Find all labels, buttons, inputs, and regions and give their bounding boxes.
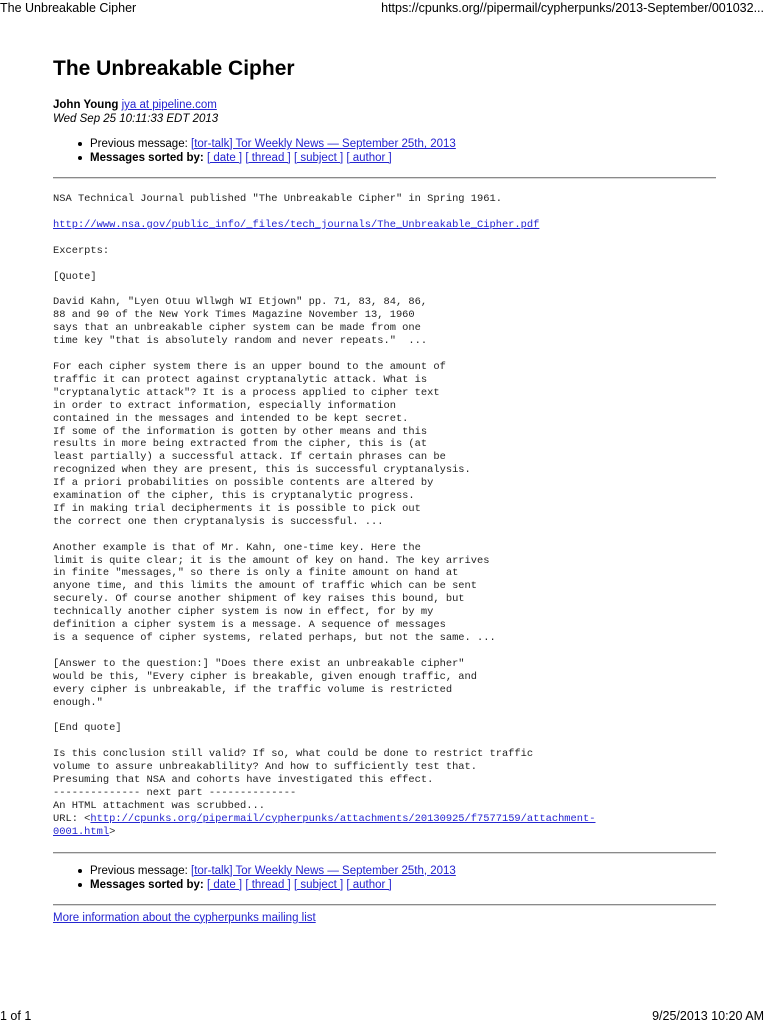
author-email-link[interactable]: jya at pipeline.com: [121, 99, 217, 111]
previous-message-item: [78, 137, 718, 151]
mailing-list-info: [53, 911, 718, 925]
attachment-link-part-2: 0001.html: [53, 825, 110, 838]
sort-thread-link[interactable]: [ thread ]: [245, 878, 291, 891]
attachment-link[interactable]: [53, 813, 596, 838]
sort-date-link[interactable]: [ date ]: [206, 152, 243, 164]
print-header-title: The Unbreakable Cipher: [0, 1, 137, 15]
previous-message-label: Previous message:: [90, 138, 188, 150]
sort-subject-link[interactable]: [ subject ]: [293, 152, 344, 164]
mailing-list-info-link[interactable]: More information about the cypherpunks mailing list: [53, 911, 316, 924]
body-text: Excerpts: [Quote] David Kahn, "Lyen Otuu Wllwgh WI Etjown" pp. 71, 83, 84, 86, 88 and 90 of the New York Times Magazine November 13, 1960 says that an unbreakable cipher system can be made from one time key "that is absolutely random and never repeats." ... For each cipher system there is an upper bound to the amount of traffic it can protect against cryptanalytic attack. What is "cryptanalytic attack"? It is a process applied to cipher text in order to extract information, especially information contained in the messages and intended to be kept secret. If some of the information is gotten by other means and this results in more being extracted from the cipher, this is (at least partially) a successful attack. If certain phrases can be recognized when they are present, this is successful cryptanalysis. If a priori probabilities on possible contents are altered by examination of the cipher, this is cryptanalytic progress. If in making trial decipherments it is possible to pick out the correct one then cryptanalysis is successful. ... Another example is that of Mr. Kahn, one-time key. Here the limit is quite clear; it is the amount of key on hand. The key arrives in finite "messages," so there is only a finite amount on hand at anyone time, and this limits the amount of traffic which can be sent securely. Of course another shipment of key raises this bound, but technically another cipher system is now in effect, for by my definition a cipher system is a message. A sequence of messages is a sequence of cipher systems, related perhaps, but not the same. ... [Answer to the question:] "Does there exist an unbreakable cipher" would be this, "Every cipher is breakable, given enough traffic, and every cipher is unbreakable, if the traffic volume is restricted enough." [End quote] Is this conclusion still valid? If so, what could be done to restrict traffic volume to assure unbreakablility? And how to sufficiently test that. Presuming that NSA and cohorts have investigated this effect. -------------- next part -------------- An HTML attachment was scrubbed...: [53, 244, 534, 812]
url-prefix: URL: <: [53, 812, 91, 825]
previous-message-link[interactable]: [tor-talk] Tor Weekly News — September 25th, 2013: [191, 864, 456, 877]
message-date: Wed Sep 25 10:11:33 EDT 2013: [53, 113, 219, 125]
divider: [53, 852, 716, 853]
author-name: John Young: [53, 99, 119, 111]
previous-message-label: Previous message:: [90, 864, 188, 877]
sort-author-link[interactable]: [ author ]: [346, 152, 392, 164]
sort-subject-link[interactable]: [ subject ]: [293, 878, 344, 891]
print-header: [0, 0, 768, 20]
print-header-url: https://cpunks.org//pipermail/cypherpunks/2013-September/001032...: [381, 1, 764, 15]
print-timestamp: 9/25/2013 10:20 AM: [652, 1009, 764, 1023]
message-body: [53, 193, 718, 839]
bottom-nav: [53, 864, 718, 892]
sort-date-link[interactable]: [ date ]: [206, 878, 243, 891]
page-title: The Unbreakable Cipher: [53, 57, 295, 80]
pdf-link[interactable]: http://www.nsa.gov/public_info/_files/tech_journals/The_Unbreakable_Cipher.pdf: [53, 218, 540, 231]
previous-message-link[interactable]: [tor-talk] Tor Weekly News — September 25th, 2013: [191, 138, 456, 150]
print-footer: [0, 1008, 768, 1024]
sorted-by-item: [78, 878, 718, 892]
sorted-by-item: [78, 151, 718, 165]
page-count: 1 of 1: [0, 1009, 32, 1023]
previous-message-item: [78, 864, 718, 878]
sort-author-link[interactable]: [ author ]: [346, 878, 392, 891]
sort-thread-link[interactable]: [ thread ]: [245, 152, 291, 164]
body-intro: NSA Technical Journal published "The Unbreakable Cipher" in Spring 1961.: [53, 193, 502, 205]
attachment-link-part-1: http://cpunks.org/pipermail/cypherpunks/attachments/20130925/f7577159/attachment-: [90, 812, 596, 825]
sorted-by-label: Messages sorted by:: [90, 152, 204, 164]
url-suffix: >: [109, 825, 116, 838]
byline: [53, 98, 718, 126]
divider: [53, 177, 716, 178]
sorted-by-label: Messages sorted by:: [90, 878, 204, 891]
top-nav: [53, 137, 718, 165]
message-page: [53, 55, 718, 925]
divider: [53, 904, 716, 905]
